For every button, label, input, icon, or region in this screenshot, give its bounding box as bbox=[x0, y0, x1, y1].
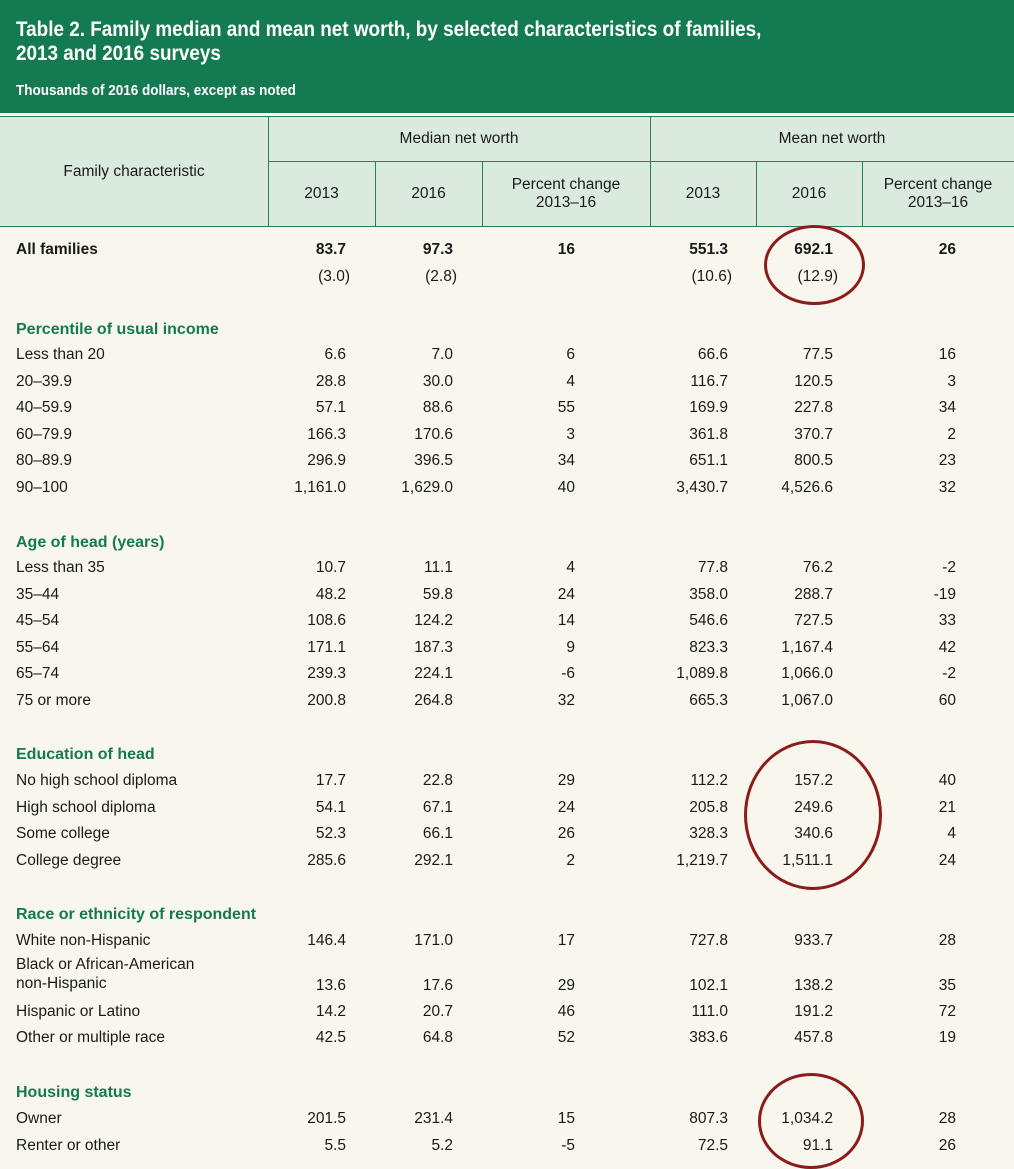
cell-mean-2013: 651.1 bbox=[689, 452, 728, 470]
row-label bbox=[16, 1025, 165, 1051]
cell-mean-2016: 370.7 bbox=[794, 425, 833, 443]
cell-mean-pct: 19 bbox=[938, 1029, 956, 1047]
table-row bbox=[0, 369, 1014, 395]
table-row bbox=[0, 582, 1014, 608]
row-label-text: Hispanic or Latino bbox=[16, 1002, 141, 1020]
row-label-text: 65–74 bbox=[16, 665, 60, 683]
row-label bbox=[16, 928, 150, 954]
cell-median-2016: 67.1 bbox=[422, 798, 453, 816]
cell-mean-2016: 800.5 bbox=[794, 452, 833, 470]
cell-median-pct: 14 bbox=[557, 612, 575, 630]
cell-median-2013: 285.6 bbox=[307, 851, 346, 869]
std-error-mean-2013: (10.6) bbox=[691, 268, 732, 285]
cell-mean-2016: 692.1 bbox=[794, 241, 833, 258]
cell-mean-pct: 35 bbox=[938, 976, 956, 994]
table-row bbox=[0, 999, 1014, 1025]
table-row bbox=[0, 955, 1014, 999]
cell-median-2016: 7.0 bbox=[431, 346, 453, 363]
row-label bbox=[16, 688, 91, 714]
cell-median-2013: 54.1 bbox=[315, 798, 346, 816]
cell-median-2016: 231.4 bbox=[414, 1110, 453, 1127]
row-label bbox=[16, 369, 72, 395]
cell-mean-pct: 40 bbox=[938, 772, 956, 789]
cell-median-2016: 64.8 bbox=[422, 1029, 453, 1047]
cell-mean-2013: 823.3 bbox=[689, 638, 728, 656]
table-row bbox=[0, 928, 1014, 954]
cell-mean-2016: 1,066.0 bbox=[781, 665, 833, 683]
table-row bbox=[0, 661, 1014, 687]
cell-median-2013: 42.5 bbox=[315, 1029, 346, 1047]
row-label-text: Owner bbox=[16, 1110, 62, 1127]
cell-median-pct: -6 bbox=[561, 665, 575, 683]
header-pct-line2: 2013–16 bbox=[907, 193, 969, 211]
header-mean-percent-change bbox=[862, 161, 1014, 226]
section-title-income: Percentile of usual income bbox=[16, 321, 219, 338]
cell-median-pct: 3 bbox=[566, 425, 575, 443]
cell-mean-2016: 288.7 bbox=[794, 585, 833, 603]
cell-median-2016: 88.6 bbox=[422, 399, 453, 417]
cell-mean-2016: 1,511.1 bbox=[782, 851, 833, 869]
table-row bbox=[0, 688, 1014, 714]
row-label bbox=[16, 1133, 120, 1159]
cell-median-pct: 32 bbox=[557, 692, 575, 709]
cell-mean-2016: 91.1 bbox=[802, 1136, 833, 1154]
cell-mean-pct: 23 bbox=[938, 452, 956, 470]
cell-median-2013: 14.2 bbox=[315, 1002, 346, 1020]
cell-median-2016: 22.8 bbox=[422, 772, 453, 789]
row-label-text: 20–39.9 bbox=[16, 372, 73, 390]
row-label-text: Less than 20 bbox=[16, 346, 105, 363]
row-label-text: Other or multiple race bbox=[16, 1029, 166, 1047]
cell-median-pct: 24 bbox=[557, 798, 575, 816]
cell-mean-2013: 1,089.8 bbox=[676, 665, 728, 683]
cell-median-2016: 59.8 bbox=[422, 585, 453, 603]
cell-median-2016: 224.1 bbox=[414, 665, 453, 683]
header-mean-2016: 2016 bbox=[791, 184, 827, 202]
cell-median-2013: 146.4 bbox=[307, 932, 346, 949]
cell-mean-2013: 328.3 bbox=[689, 825, 728, 843]
table-title-line1: Table 2. Family median and mean net worth, by selected characteristics of families, bbox=[16, 18, 762, 41]
cell-mean-2013: 727.8 bbox=[689, 932, 728, 949]
cell-median-pct: 4 bbox=[566, 559, 575, 576]
cell-median-2016: 97.3 bbox=[422, 241, 453, 258]
row-label-text: 75 or more bbox=[16, 692, 91, 709]
cell-mean-pct: 42 bbox=[938, 638, 956, 656]
cell-median-2016: 11.1 bbox=[423, 559, 453, 576]
cell-median-2013: 166.3 bbox=[307, 425, 346, 443]
row-label-text: 60–79.9 bbox=[16, 425, 73, 443]
cell-median-2013: 17.7 bbox=[315, 772, 346, 789]
row-label-text: Less than 35 bbox=[16, 559, 105, 576]
table-row bbox=[0, 422, 1014, 448]
row-label bbox=[16, 848, 121, 874]
cell-median-2013: 28.8 bbox=[315, 372, 346, 390]
cell-mean-2016: 76.2 bbox=[802, 559, 833, 576]
row-label bbox=[16, 768, 177, 794]
row-label bbox=[16, 999, 140, 1025]
highlight-circle-all-families-mean-2016 bbox=[764, 225, 865, 305]
cell-median-pct: 26 bbox=[557, 825, 575, 843]
row-label bbox=[16, 422, 72, 448]
cell-median-2016: 66.1 bbox=[422, 825, 453, 843]
cell-mean-2016: 249.6 bbox=[794, 798, 833, 816]
row-label-text: 45–54 bbox=[16, 612, 60, 630]
cell-median-2013: 201.5 bbox=[307, 1110, 346, 1127]
cell-mean-2016: 191.2 bbox=[794, 1002, 833, 1020]
header-median-2016: 2016 bbox=[411, 184, 446, 202]
cell-mean-pct: -19 bbox=[933, 585, 956, 603]
cell-mean-pct: 28 bbox=[938, 1110, 956, 1127]
cell-median-pct: 16 bbox=[557, 241, 575, 258]
cell-mean-pct: 26 bbox=[938, 1136, 956, 1154]
cell-median-pct: 46 bbox=[557, 1002, 575, 1020]
cell-median-2013: 239.3 bbox=[307, 665, 346, 683]
cell-median-pct: 6 bbox=[566, 346, 575, 363]
cell-mean-2013: 361.8 bbox=[689, 425, 728, 443]
row-label bbox=[16, 448, 72, 474]
header-median-net-worth: Median net worth bbox=[399, 130, 519, 147]
table-row bbox=[0, 395, 1014, 421]
cell-mean-2013: 807.3 bbox=[689, 1110, 728, 1127]
row-label bbox=[16, 955, 194, 993]
cell-mean-2013: 3,430.7 bbox=[676, 479, 728, 496]
highlight-circle-education-mean-2016 bbox=[744, 740, 882, 890]
row-label-text: 90–100 bbox=[16, 479, 68, 496]
cell-mean-pct: -2 bbox=[942, 559, 956, 576]
cell-median-2013: 200.8 bbox=[307, 692, 346, 709]
cell-mean-2016: 1,067.0 bbox=[781, 692, 833, 709]
cell-median-2016: 30.0 bbox=[422, 372, 453, 390]
cell-mean-pct: 16 bbox=[938, 346, 956, 363]
cell-mean-pct: 3 bbox=[947, 372, 956, 390]
cell-median-2013: 108.6 bbox=[307, 612, 346, 630]
table-row bbox=[0, 342, 1014, 368]
table-subtitle: Thousands of 2016 dollars, except as noted bbox=[16, 82, 296, 99]
row-label bbox=[16, 475, 68, 501]
cell-mean-pct: 60 bbox=[938, 692, 956, 709]
header-median-2013: 2013 bbox=[304, 184, 339, 202]
cell-median-2016: 170.6 bbox=[414, 425, 453, 443]
cell-mean-2013: 169.9 bbox=[689, 399, 728, 417]
section-title-age: Age of head (years) bbox=[16, 534, 165, 551]
cell-mean-pct: 72 bbox=[938, 1002, 956, 1020]
header-mean-2013: 2013 bbox=[685, 184, 721, 202]
cell-mean-2016: 138.2 bbox=[794, 976, 833, 994]
cell-median-pct: 17 bbox=[557, 932, 575, 949]
table-row bbox=[0, 555, 1014, 581]
row-label bbox=[16, 661, 59, 687]
cell-median-pct: 29 bbox=[557, 976, 575, 994]
cell-mean-2016: 4,526.6 bbox=[781, 479, 833, 496]
row-label-text: 40–59.9 bbox=[16, 399, 73, 417]
table-row bbox=[0, 1133, 1014, 1159]
cell-mean-2013: 111.0 bbox=[691, 1002, 728, 1020]
table-row bbox=[0, 608, 1014, 634]
cell-median-pct: 29 bbox=[557, 772, 575, 789]
cell-mean-2016: 227.8 bbox=[794, 399, 833, 417]
cell-mean-pct: 33 bbox=[938, 612, 956, 630]
header-pct-line2: 2013–16 bbox=[535, 193, 597, 211]
header-bottom-rule bbox=[0, 226, 1014, 227]
cell-median-2016: 292.1 bbox=[414, 851, 453, 869]
cell-median-2016: 171.0 bbox=[414, 932, 453, 949]
cell-median-2013: 1,161.0 bbox=[294, 479, 346, 496]
table-row bbox=[0, 1025, 1014, 1051]
cell-median-pct: -5 bbox=[561, 1136, 575, 1154]
std-error-median-2013: (3.0) bbox=[318, 268, 350, 285]
cell-mean-2013: 1,219.7 bbox=[676, 851, 728, 869]
table-row bbox=[0, 635, 1014, 661]
cell-median-2013: 10.7 bbox=[315, 559, 346, 576]
row-label bbox=[16, 795, 156, 821]
cell-median-pct: 9 bbox=[566, 638, 575, 656]
header-median-percent-change bbox=[482, 161, 650, 226]
cell-median-2016: 187.3 bbox=[414, 638, 453, 656]
cell-mean-pct: -2 bbox=[942, 665, 956, 683]
cell-median-pct: 52 bbox=[557, 1029, 575, 1047]
row-label bbox=[16, 1106, 62, 1132]
row-label bbox=[16, 555, 105, 581]
cell-mean-2016: 120.5 bbox=[794, 372, 833, 390]
header-pct-line1: Percent change bbox=[883, 175, 993, 193]
cell-median-pct: 4 bbox=[566, 372, 575, 390]
cell-mean-pct: 21 bbox=[938, 798, 956, 816]
row-label bbox=[16, 395, 72, 421]
section-title-education: Education of head bbox=[16, 746, 155, 763]
row-label-text: White non-Hispanic bbox=[16, 932, 151, 949]
cell-median-2013: 52.3 bbox=[315, 825, 346, 843]
row-label-text: 55–64 bbox=[16, 638, 60, 656]
cell-median-pct: 15 bbox=[557, 1110, 575, 1127]
cell-median-2016: 264.8 bbox=[414, 692, 453, 709]
cell-median-2013: 171.1 bbox=[307, 638, 346, 656]
cell-mean-2016: 157.2 bbox=[794, 772, 833, 789]
cell-mean-2013: 72.5 bbox=[697, 1136, 728, 1154]
cell-median-2016: 5.2 bbox=[431, 1136, 453, 1154]
cell-mean-pct: 34 bbox=[938, 399, 956, 417]
header-family-characteristic: Family characteristic bbox=[63, 162, 205, 180]
highlight-circle-housing-mean-2016 bbox=[758, 1073, 864, 1169]
cell-median-2013: 83.7 bbox=[315, 241, 346, 258]
cell-mean-pct: 4 bbox=[947, 825, 956, 843]
cell-median-pct: 24 bbox=[557, 585, 575, 603]
cell-mean-2016: 933.7 bbox=[794, 932, 833, 949]
section-title-race: Race or ethnicity of respondent bbox=[16, 906, 257, 923]
table-title bbox=[16, 18, 898, 66]
cell-median-2016: 1,629.0 bbox=[401, 479, 453, 496]
cell-median-2016: 396.5 bbox=[414, 452, 453, 470]
cell-mean-2016: 1,167.4 bbox=[781, 638, 833, 656]
cell-mean-2013: 77.8 bbox=[697, 559, 728, 576]
cell-mean-2013: 102.1 bbox=[689, 976, 728, 994]
row-label-text: Some college bbox=[16, 825, 110, 843]
cell-mean-2013: 358.0 bbox=[689, 585, 728, 603]
cell-mean-2013: 665.3 bbox=[689, 692, 728, 709]
cell-median-2013: 13.6 bbox=[315, 976, 346, 994]
row-label bbox=[16, 821, 110, 847]
table-title-line2: 2013 and 2016 surveys bbox=[16, 42, 221, 65]
cell-mean-pct: 26 bbox=[938, 241, 956, 258]
std-error-mean-2016: (12.9) bbox=[797, 268, 838, 285]
cell-mean-2013: 383.6 bbox=[689, 1029, 728, 1047]
cell-median-pct: 55 bbox=[557, 399, 575, 417]
header-pct-line1: Percent change bbox=[511, 175, 621, 193]
row-label-text: High school diploma bbox=[16, 798, 156, 816]
cell-mean-2016: 727.5 bbox=[794, 612, 833, 630]
row-label-text: College degree bbox=[16, 851, 122, 869]
cell-median-pct: 2 bbox=[566, 851, 575, 869]
cell-mean-2013: 66.6 bbox=[697, 346, 728, 363]
cell-mean-pct: 28 bbox=[938, 932, 956, 949]
cell-mean-pct: 2 bbox=[947, 425, 956, 443]
table-row bbox=[0, 475, 1014, 501]
cell-mean-2016: 457.8 bbox=[794, 1029, 833, 1047]
row-label-text: No high school diploma bbox=[16, 772, 178, 789]
row-label-text-line2: non-Hispanic bbox=[16, 974, 107, 992]
cell-median-2013: 296.9 bbox=[307, 452, 346, 470]
cell-median-2013: 5.5 bbox=[324, 1136, 346, 1154]
cell-median-2013: 57.1 bbox=[315, 399, 346, 417]
cell-mean-2016: 77.5 bbox=[802, 346, 833, 363]
row-label: All families bbox=[16, 241, 98, 258]
cell-mean-2013: 546.6 bbox=[689, 612, 728, 630]
section-title-housing: Housing status bbox=[16, 1084, 132, 1101]
row-label bbox=[16, 342, 105, 368]
row-label-text: Black or African-American bbox=[16, 955, 195, 973]
row-label-text: Renter or other bbox=[16, 1136, 121, 1154]
cell-median-pct: 40 bbox=[557, 479, 575, 496]
std-error-median-2016: (2.8) bbox=[425, 268, 457, 285]
row-label bbox=[16, 635, 59, 661]
row-label-text: 35–44 bbox=[16, 585, 60, 603]
cell-mean-2016: 1,034.2 bbox=[781, 1110, 833, 1127]
row-label bbox=[16, 608, 59, 634]
title-banner bbox=[0, 0, 1014, 113]
cell-median-2016: 20.7 bbox=[422, 1002, 453, 1020]
header-mean-net-worth: Mean net worth bbox=[778, 130, 886, 147]
table-row bbox=[0, 448, 1014, 474]
cell-median-2013: 48.2 bbox=[315, 585, 346, 603]
cell-mean-pct: 32 bbox=[938, 479, 956, 496]
cell-mean-2013: 116.7 bbox=[690, 372, 728, 390]
cell-mean-2013: 205.8 bbox=[689, 798, 728, 816]
cell-mean-2016: 340.6 bbox=[794, 825, 833, 843]
cell-mean-pct: 24 bbox=[938, 851, 956, 869]
cell-mean-2013: 551.3 bbox=[689, 241, 728, 258]
cell-median-2016: 17.6 bbox=[422, 976, 453, 994]
cell-median-2013: 6.6 bbox=[324, 346, 346, 363]
row-label-text: 80–89.9 bbox=[16, 452, 73, 470]
cell-median-pct: 34 bbox=[557, 452, 575, 470]
cell-median-2016: 124.2 bbox=[414, 612, 453, 630]
row-label bbox=[16, 582, 59, 608]
cell-mean-2013: 112.2 bbox=[690, 772, 728, 789]
